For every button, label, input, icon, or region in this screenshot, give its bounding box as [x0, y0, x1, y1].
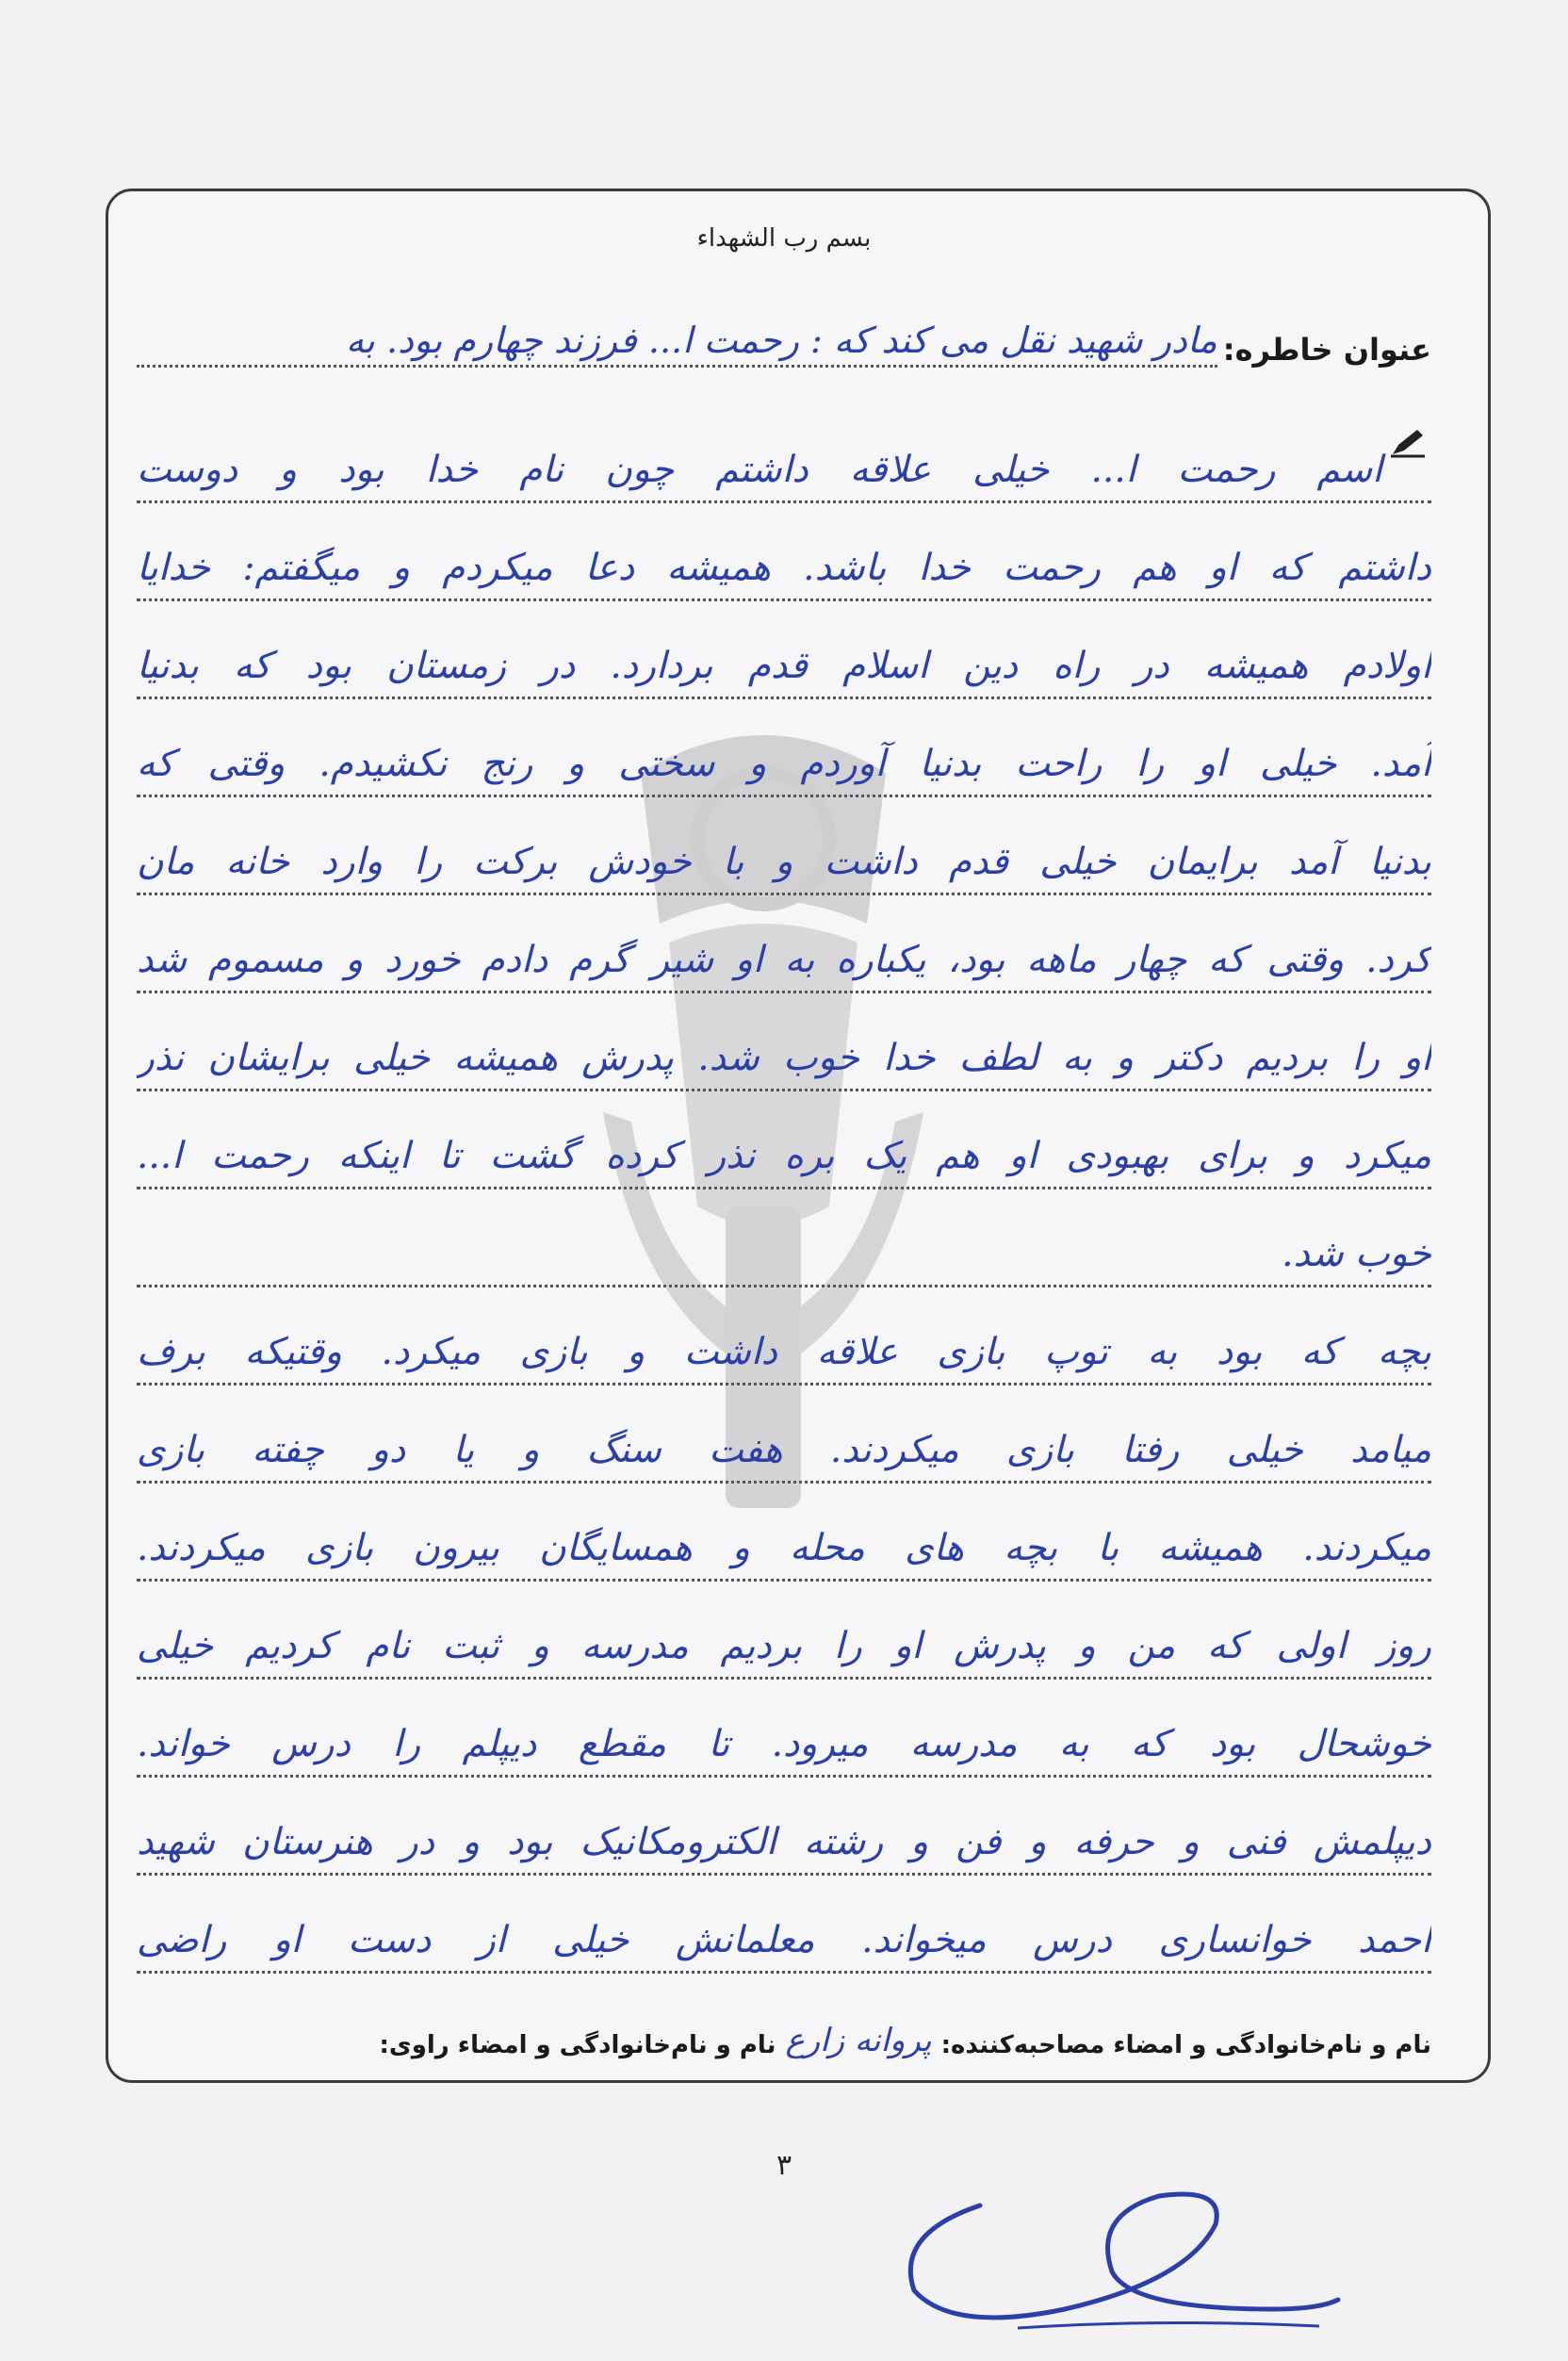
memory-line[interactable] — [137, 1778, 1431, 1876]
memory-line[interactable] — [137, 993, 1431, 1091]
narrator-label: نام و نام‌خانوادگی و امضاء راوی: — [379, 2031, 776, 2059]
memory-line-text: آمد. خیلی او را راحت بدنیا آوردم و سختی و رنج نکشیدم. وقتی که — [137, 743, 1431, 786]
signature-row — [137, 2022, 1431, 2059]
memory-line[interactable] — [137, 503, 1431, 601]
page-heading: بسم رب الشهداء — [696, 224, 872, 253]
memory-line[interactable] — [137, 699, 1431, 797]
memory-line[interactable] — [137, 1680, 1431, 1778]
memory-title-field[interactable]: مادر شهید نقل می کند که : رحمت ا... فرزند چهارم بود. به — [137, 320, 1217, 368]
memory-line[interactable] — [137, 1287, 1431, 1385]
memory-line[interactable] — [137, 1582, 1431, 1680]
page-number: ۳ — [776, 2149, 792, 2182]
memory-line-text: میامد خیلی رفتا بازی میکردند. هفت سنگ و یا دو چفته بازی — [137, 1429, 1431, 1472]
memory-line[interactable] — [137, 797, 1431, 895]
memory-line[interactable] — [137, 1091, 1431, 1189]
memory-line-text: کرد. وقتی که چهار ماهه بود، یکباره به او شیر گرم دادم خورد و مسموم شد — [137, 939, 1431, 982]
memory-line-text: خوب شد. — [1282, 1233, 1431, 1276]
memory-line[interactable] — [137, 1385, 1431, 1484]
memory-line-text: میکردند. همیشه با بچه های محله و همسایگان بیرون بازی میکردند. — [137, 1527, 1431, 1570]
memory-line-text: اسم رحمت ا... خیلی علاقه داشتم چون نام خدا بود و دوست — [137, 449, 1382, 492]
memory-line[interactable] — [137, 895, 1431, 993]
memory-body — [137, 405, 1431, 1974]
memory-line[interactable] — [137, 601, 1431, 699]
memory-line[interactable] — [137, 1189, 1431, 1287]
interviewer-name-field[interactable]: پروانه زارع — [785, 2022, 932, 2059]
memory-line[interactable] — [137, 405, 1431, 503]
memory-line-text: میکرد و برای بهبودی او هم یک بره نذر کرده گشت تا اینکه رحمت ا... — [137, 1135, 1431, 1178]
memory-line-text: دیپلمش فنی و حرفه و فن و رشته الکترومکانیک بود و در هنرستان شهید — [137, 1821, 1431, 1864]
signature-scribble — [876, 2168, 1348, 2347]
memory-title-label: عنوان خاطره: — [1222, 332, 1431, 368]
interviewer-label: نام و نام‌خانوادگی و امضاء مصاحبه‌کننده: — [940, 2031, 1431, 2059]
memory-line-text: داشتم که او هم رحمت خدا باشد. همیشه دعا میکردم و میگفتم: خدایا — [137, 547, 1431, 590]
memory-line-text: بچه که بود به توپ بازی علاقه داشت و بازی میکرد. وقتیکه برف — [137, 1331, 1431, 1374]
memory-line-text: احمد خوانساری درس میخواند. معلمانش خیلی از دست او راضی — [137, 1919, 1431, 1962]
memory-line-text: روز اولی که من و پدرش او را بردیم مدرسه و ثبت نام کردیم خیلی — [137, 1625, 1431, 1668]
memory-line-text: خوشحال بود که به مدرسه میرود. تا مقطع دیپلم را درس خواند. — [137, 1723, 1431, 1766]
memory-line-text: بدنیا آمد برایمان خیلی قدم داشت و با خودش برکت را وارد خانه مان — [137, 841, 1431, 884]
memory-line-text: اولادم همیشه در راه دین اسلام قدم بردارد. در زمستان بود که بدنیا — [137, 645, 1431, 688]
memory-line[interactable] — [137, 1484, 1431, 1582]
memory-line[interactable] — [137, 1876, 1431, 1974]
memory-line-text: او را بردیم دکتر و به لطف خدا خوب شد. پدرش همیشه خیلی برایشان نذر — [137, 1037, 1431, 1080]
memory-title-row — [137, 311, 1431, 368]
